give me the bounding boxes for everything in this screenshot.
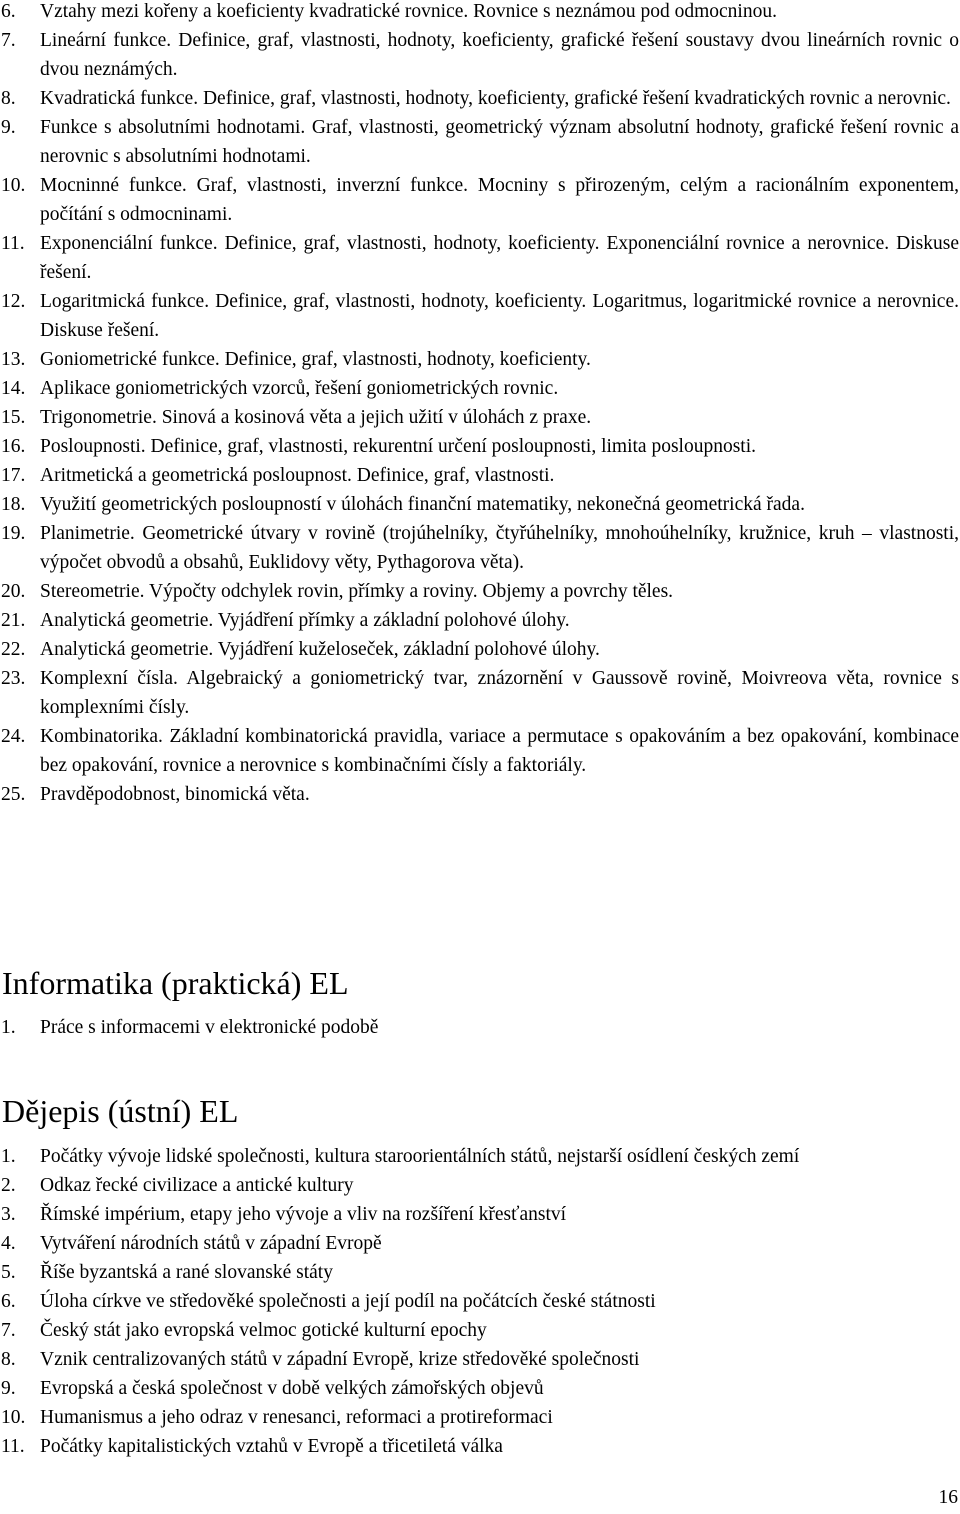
- item-number: 10.: [1, 1407, 26, 1428]
- item-text: Evropská a česká společnost v době velkých zámořských objevů: [40, 1378, 544, 1399]
- item-text: Úloha církve ve středověké společnosti a její podíl na počátcích české státnosti: [40, 1291, 656, 1312]
- list-item: [1, 345, 959, 374]
- item-number: 11.: [1, 1436, 25, 1457]
- item-number: 24.: [1, 726, 26, 747]
- list-item: [1, 1432, 959, 1461]
- item-number: 7.: [1, 30, 16, 51]
- list-item: [1, 1142, 959, 1171]
- item-text: Aplikace goniometrických vzorců, řešení goniometrických rovnic.: [40, 378, 559, 399]
- list-item: [1, 1316, 959, 1345]
- item-text: Stereometrie. Výpočty odchylek rovin, přímky a roviny. Objemy a povrchy těles.: [40, 581, 674, 602]
- list-item: [1, 519, 959, 577]
- list-item: [1, 229, 959, 287]
- item-number: 3.: [1, 1204, 16, 1225]
- item-text: Kvadratická funkce. Definice, graf, vlastnosti, hodnoty, koeficienty, grafické řešení kvadratických rovnic a nerovnic.: [40, 88, 951, 109]
- item-number: 18.: [1, 494, 26, 515]
- item-number: 13.: [1, 349, 26, 370]
- item-number: 4.: [1, 1233, 16, 1254]
- item-number: 11.: [1, 233, 25, 254]
- item-text: Vznik centralizovaných států v západní Evropě, krize středověké společnosti: [40, 1349, 640, 1370]
- item-text: Vytváření národních států v západní Evropě: [40, 1233, 382, 1254]
- item-text: Využití geometrických posloupností v úlohách finanční matematiky, nekonečná geometrická řada.: [40, 494, 805, 515]
- list-item: [1, 1403, 959, 1432]
- section-heading-dejepis: Dějepis (ústní) EL: [2, 1093, 239, 1129]
- item-number: 10.: [1, 175, 26, 196]
- item-text: Počátky kapitalistických vztahů v Evropě a třicetiletá válka: [40, 1436, 503, 1457]
- item-number: 20.: [1, 581, 26, 602]
- item-number: 8.: [1, 1349, 16, 1370]
- item-text: Goniometrické funkce. Definice, graf, vlastnosti, hodnoty, koeficienty.: [40, 349, 591, 370]
- item-number: 8.: [1, 88, 16, 109]
- list-item: [1, 1013, 959, 1042]
- item-number: 17.: [1, 465, 26, 486]
- list-item: [1, 287, 959, 345]
- item-text: Planimetrie. Geometrické útvary v rovině (trojúhelníky, čtyřúhelníky, mnohoúhelníky, kružnice, kruh – vlastnosti, výpočet obvodů a obsahů, Euklidovy věty, Pythagorova věta).: [40, 523, 959, 573]
- list-item: [1, 461, 959, 490]
- item-number: 6.: [1, 1, 16, 22]
- list-item: [1, 722, 959, 780]
- list-item: [1, 1374, 959, 1403]
- item-text: Logaritmická funkce. Definice, graf, vlastnosti, hodnoty, koeficienty. Logaritmus, logaritmické rovnice a nerovnice. Diskuse řešení.: [40, 291, 959, 341]
- list-item: [1, 1200, 959, 1229]
- item-text: Humanismus a jeho odraz v renesanci, reformaci a protireformaci: [40, 1407, 553, 1428]
- item-text: Počátky vývoje lidské společnosti, kultura staroorientálních států, nejstarší osídlení českých zemí: [40, 1146, 800, 1167]
- item-number: 21.: [1, 610, 26, 631]
- list-item: [1, 1258, 959, 1287]
- list-item: [1, 403, 959, 432]
- list-item: [1, 606, 959, 635]
- item-text: Analytická geometrie. Vyjádření kuželoseček, základní polohové úlohy.: [40, 639, 600, 660]
- list-item: [1, 577, 959, 606]
- item-number: 2.: [1, 1175, 16, 1196]
- list-item: [1, 84, 959, 113]
- item-text: Posloupnosti. Definice, graf, vlastnosti, rekurentní určení posloupnosti, limita posloupnosti.: [40, 436, 757, 457]
- item-text: Exponenciální funkce. Definice, graf, vlastnosti, hodnoty, koeficienty. Exponenciální rovnice a nerovnice. Diskuse řešení.: [40, 233, 959, 283]
- list-item: [1, 0, 959, 26]
- item-text: Trigonometrie. Sinová a kosinová věta a jejich užití v úlohách z praxe.: [40, 407, 592, 428]
- list-item: [1, 171, 959, 229]
- list-item: [1, 113, 959, 171]
- item-number: 14.: [1, 378, 26, 399]
- item-text: Funkce s absolutními hodnotami. Graf, vlastnosti, geometrický význam absolutní hodnoty, grafické řešení rovnic a nerovnic s absolutními hodnotami.: [40, 117, 959, 167]
- list-item: [1, 1345, 959, 1374]
- list-item: [1, 635, 959, 664]
- item-text: Vztahy mezi kořeny a koeficienty kvadratické rovnice. Rovnice s neznámou pod odmocninou.: [40, 1, 777, 22]
- list-item: [1, 780, 959, 809]
- list-item: [1, 1229, 959, 1258]
- item-text: Český stát jako evropská velmoc gotické kulturní epochy: [40, 1320, 487, 1341]
- item-number: 23.: [1, 668, 26, 689]
- list-item: [1, 374, 959, 403]
- item-number: 22.: [1, 639, 26, 660]
- list-item: [1, 664, 959, 722]
- item-text: Pravděpodobnost, binomická věta.: [40, 784, 310, 805]
- item-text: Kombinatorika. Základní kombinatorická pravidla, variace a permutace s opakováním a bez opakování, kombinace bez opakování, rovnice a nerovnice s kombinačními čísly a faktoriály.: [40, 726, 959, 776]
- item-number: 12.: [1, 291, 26, 312]
- list-item: [1, 1171, 959, 1200]
- item-number: 7.: [1, 1320, 16, 1341]
- item-number: 9.: [1, 1378, 16, 1399]
- list-item: [1, 1287, 959, 1316]
- item-number: 6.: [1, 1291, 16, 1312]
- item-number: 25.: [1, 784, 26, 805]
- item-text: Římské impérium, etapy jeho vývoje a vliv na rozšíření křesťanství: [40, 1204, 567, 1225]
- item-text: Mocninné funkce. Graf, vlastnosti, inverzní funkce. Mocniny s přirozeným, celým a racionálním exponentem, počítání s odmocninami.: [40, 175, 959, 225]
- item-text: Komplexní čísla. Algebraický a goniometrický tvar, znázornění v Gaussově rovině, Moivreova věta, rovnice s komplexními čísly.: [40, 668, 959, 718]
- item-text: Říše byzantská a rané slovanské státy: [40, 1262, 333, 1283]
- item-number: 15.: [1, 407, 26, 428]
- section-heading-informatika: Informatika (praktická) EL: [2, 965, 349, 1001]
- item-number: 5.: [1, 1262, 16, 1283]
- dejepis-topic-list: [1, 1142, 959, 1461]
- item-text: Analytická geometrie. Vyjádření přímky a základní polohové úlohy.: [40, 610, 570, 631]
- item-number: 16.: [1, 436, 26, 457]
- mathematics-topic-list: [1, 0, 959, 809]
- list-item: [1, 26, 959, 84]
- list-item: [1, 432, 959, 461]
- item-text: Lineární funkce. Definice, graf, vlastnosti, hodnoty, koeficienty, grafické řešení soustavy dvou lineárních rovnic o dvou neznámých.: [40, 30, 959, 80]
- item-number: 1.: [1, 1146, 16, 1167]
- item-text: Aritmetická a geometrická posloupnost. Definice, graf, vlastnosti.: [40, 465, 555, 486]
- page-number: 16: [938, 1487, 958, 1508]
- informatika-topic-list: [1, 1013, 959, 1042]
- item-number: 1.: [1, 1017, 16, 1038]
- item-number: 19.: [1, 523, 26, 544]
- list-item: [1, 490, 959, 519]
- item-number: 9.: [1, 117, 16, 138]
- item-text: Práce s informacemi v elektronické podobě: [40, 1017, 379, 1038]
- item-text: Odkaz řecké civilizace a antické kultury: [40, 1175, 354, 1196]
